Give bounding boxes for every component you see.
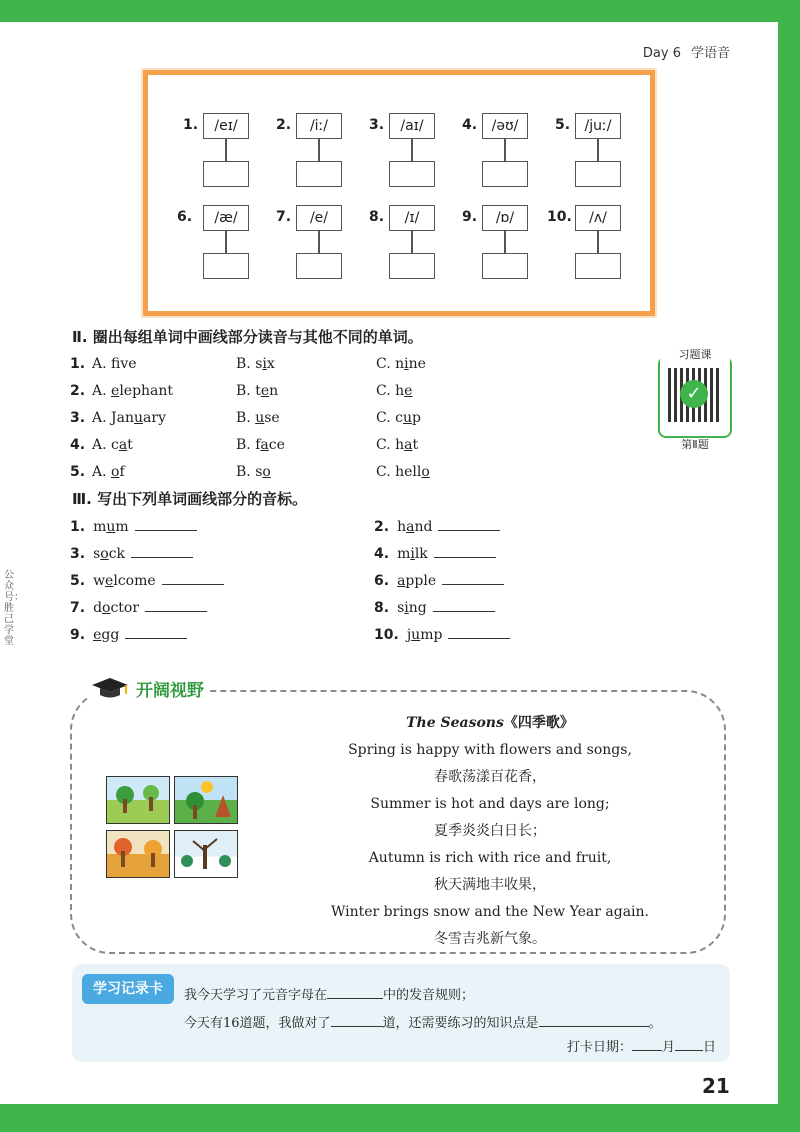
word-prefix: h bbox=[397, 519, 407, 535]
answer-blank[interactable] bbox=[442, 570, 504, 585]
phonetic-symbol-box: /ʌ/ bbox=[575, 205, 621, 231]
choice-prefix: A. c bbox=[92, 437, 119, 453]
phonetic-number: 8. bbox=[369, 209, 385, 225]
choice-c[interactable] bbox=[376, 383, 412, 399]
phonetic-symbol-box: /ɪ/ bbox=[389, 205, 435, 231]
word-prefix: w bbox=[93, 573, 106, 589]
connector-line bbox=[318, 139, 320, 161]
question-number: 9. bbox=[70, 627, 86, 643]
word-suffix: lk bbox=[414, 546, 428, 562]
underlined-letter: a bbox=[404, 437, 413, 453]
underlined-letter: u bbox=[255, 410, 265, 426]
phonetic-symbol-box: /aɪ/ bbox=[389, 113, 435, 139]
record-line2-b: 道，还需要练习的知识点是 bbox=[382, 1016, 539, 1031]
phonetic-symbol-box: /juː/ bbox=[575, 113, 621, 139]
answer-box[interactable] bbox=[389, 161, 435, 187]
question-number: 2. bbox=[374, 519, 390, 535]
phonetic-symbol-box: /iː/ bbox=[296, 113, 342, 139]
question-number: 5. bbox=[70, 464, 86, 480]
connector-line bbox=[597, 139, 599, 161]
record-date bbox=[567, 1036, 716, 1055]
underlined-letter: o bbox=[262, 464, 271, 480]
underlined-letter: e bbox=[404, 383, 413, 399]
date-month: 月 bbox=[661, 1040, 675, 1055]
section-2-title: Ⅱ. 圈出每组单词中画线部分读音与其他不同的单词。 bbox=[72, 328, 423, 346]
phonetic-number: 5. bbox=[555, 117, 571, 133]
underlined-letter: o bbox=[100, 546, 109, 562]
question-number: 3. bbox=[70, 410, 86, 426]
underlined-letter: i bbox=[404, 356, 409, 372]
answer-box[interactable] bbox=[575, 161, 621, 187]
answer-blank[interactable] bbox=[131, 543, 193, 558]
choice-b[interactable] bbox=[236, 464, 271, 480]
right-border bbox=[778, 0, 800, 1132]
choice-prefix: A. f bbox=[92, 356, 121, 372]
tree-icon bbox=[107, 777, 169, 823]
phonetic-question bbox=[70, 543, 193, 562]
phonetic-symbol-box: /əʊ/ bbox=[482, 113, 528, 139]
connector-line bbox=[504, 231, 506, 253]
connector-line bbox=[597, 231, 599, 253]
underlined-letter: u bbox=[134, 410, 144, 426]
answer-box[interactable] bbox=[203, 161, 249, 187]
section-3-title: Ⅲ. 写出下列单词画线部分的音标。 bbox=[72, 490, 308, 508]
snow-tree-icon bbox=[175, 831, 237, 877]
underlined-letter: a bbox=[406, 519, 415, 535]
record-line-2 bbox=[184, 1012, 662, 1031]
record-line2-c: 。 bbox=[648, 1016, 662, 1031]
answer-box[interactable] bbox=[203, 253, 249, 279]
phonetic-question bbox=[374, 543, 496, 562]
underlined-letter: u bbox=[402, 410, 412, 426]
phonetic-number: 2. bbox=[276, 117, 292, 133]
choice-prefix: B. s bbox=[236, 356, 263, 372]
word-prefix: m bbox=[397, 546, 411, 562]
choice-b[interactable] bbox=[236, 356, 275, 372]
poem-line: 冬雪吉兆新气象。 bbox=[434, 931, 546, 947]
choice-c[interactable] bbox=[376, 437, 418, 453]
phonetic-symbol-box: /æ/ bbox=[203, 205, 249, 231]
underlined-letter: e bbox=[93, 627, 102, 643]
word-prefix: j bbox=[406, 627, 412, 643]
summer-picture bbox=[174, 776, 238, 824]
poem-line: 夏季炎炎白日长； bbox=[434, 823, 546, 839]
question-number: 1. bbox=[70, 519, 86, 535]
phonetic-question bbox=[70, 516, 197, 535]
underlined-letter: i bbox=[262, 356, 267, 372]
question-number: 10. bbox=[374, 627, 399, 643]
record-blank-points[interactable] bbox=[539, 1013, 649, 1027]
phonetic-number: 4. bbox=[462, 117, 478, 133]
choice-a[interactable] bbox=[92, 464, 125, 480]
question-number-wrap bbox=[70, 356, 93, 372]
word-suffix: nd bbox=[414, 519, 433, 535]
underlined-letter: u bbox=[106, 519, 116, 535]
date-label: 打卡日期： bbox=[566, 1040, 632, 1055]
connector-line bbox=[504, 139, 506, 161]
choice-prefix: B. bbox=[236, 410, 256, 426]
underlined-letter: i bbox=[404, 600, 409, 616]
phonetic-question bbox=[70, 570, 224, 589]
autumn-picture bbox=[106, 830, 170, 878]
choice-suffix: t bbox=[127, 437, 133, 453]
question-number: 4. bbox=[70, 437, 86, 453]
question-number-wrap bbox=[70, 410, 93, 426]
choice-prefix: A. bbox=[92, 383, 112, 399]
phonetic-question bbox=[70, 597, 207, 616]
choice-suffix: t bbox=[412, 437, 419, 453]
choice-suffix: ce bbox=[268, 437, 285, 453]
record-line2-a: 今天有16道题，我做对了 bbox=[184, 1016, 331, 1031]
phonetic-question bbox=[70, 624, 187, 643]
answer-box[interactable] bbox=[389, 253, 435, 279]
choice-prefix: C. n bbox=[376, 356, 405, 372]
study-record-card bbox=[72, 964, 730, 1062]
word-suffix: ck bbox=[108, 546, 126, 562]
graduation-cap-icon bbox=[90, 676, 130, 700]
poem-title bbox=[300, 710, 680, 737]
phonetic-box bbox=[143, 70, 655, 316]
answer-box[interactable] bbox=[482, 253, 528, 279]
word-prefix: d bbox=[93, 600, 103, 616]
answer-blank[interactable] bbox=[135, 516, 197, 531]
phonetic-number: 9. bbox=[462, 209, 478, 225]
poem-line: Autumn is rich with rice and fruit, bbox=[368, 850, 612, 866]
header-day: Day 6 bbox=[642, 46, 681, 61]
underlined-letter: u bbox=[411, 627, 421, 643]
word-suffix: ctor bbox=[110, 600, 140, 616]
choice-b[interactable] bbox=[236, 410, 280, 426]
answer-blank[interactable] bbox=[162, 570, 224, 585]
choice-b[interactable] bbox=[236, 437, 285, 453]
choice-prefix: A. bbox=[92, 464, 112, 480]
question-number-wrap bbox=[70, 464, 93, 480]
choice-prefix: B. f bbox=[236, 437, 261, 453]
vision-label-wrap bbox=[90, 676, 210, 701]
answer-blank[interactable] bbox=[434, 543, 496, 558]
underlined-letter: e bbox=[111, 383, 120, 399]
question-number: 6. bbox=[374, 573, 390, 589]
answer-blank[interactable] bbox=[448, 624, 510, 639]
choice-prefix: C. h bbox=[376, 383, 405, 399]
underlined-letter: a bbox=[397, 573, 406, 589]
question-number: 1. bbox=[70, 356, 86, 372]
record-line1-b: 中的发音规则； bbox=[383, 988, 475, 1003]
choice-suffix: f bbox=[119, 464, 125, 480]
choice-c[interactable] bbox=[376, 464, 430, 480]
underlined-letter: e bbox=[105, 573, 114, 589]
choice-a[interactable] bbox=[92, 410, 166, 426]
autumn-tree-icon bbox=[107, 831, 169, 877]
spring-picture bbox=[106, 776, 170, 824]
choice-prefix: B. s bbox=[236, 464, 263, 480]
connector-line bbox=[411, 139, 413, 161]
underlined-letter: i bbox=[410, 546, 415, 562]
page-number: 21 bbox=[702, 1074, 730, 1098]
answer-box[interactable] bbox=[296, 161, 342, 187]
choice-prefix: B. t bbox=[236, 383, 261, 399]
answer-blank[interactable] bbox=[433, 597, 495, 612]
vision-label: 开阔视野 bbox=[136, 681, 204, 701]
qr-bottom-label: 第Ⅱ题 bbox=[681, 438, 709, 451]
choice-a[interactable] bbox=[92, 356, 137, 372]
word-suffix: ng bbox=[408, 600, 427, 616]
side-watermark-text: 公众号：胜己学堂 bbox=[4, 570, 24, 647]
choice-c[interactable] bbox=[376, 410, 421, 426]
question-number-wrap bbox=[70, 383, 93, 399]
winter-picture bbox=[174, 830, 238, 878]
qr-top-label: 习题课 bbox=[660, 346, 730, 362]
choice-prefix: C. h bbox=[376, 437, 405, 453]
answer-box[interactable] bbox=[296, 253, 342, 279]
underlined-letter: o bbox=[111, 464, 120, 480]
choice-suffix: se bbox=[264, 410, 280, 426]
record-tag: 学习记录卡 bbox=[82, 974, 174, 1004]
question-number: 2. bbox=[70, 383, 86, 399]
choice-a[interactable] bbox=[92, 437, 133, 453]
answer-box[interactable] bbox=[575, 253, 621, 279]
date-month-blank[interactable] bbox=[632, 1037, 662, 1051]
phonetic-symbol-box: /ɒ/ bbox=[482, 205, 528, 231]
phonetic-question bbox=[374, 516, 500, 535]
choice-prefix: C. hell bbox=[376, 464, 422, 480]
choice-suffix: x bbox=[266, 356, 275, 372]
phonetic-number: 6. bbox=[177, 209, 193, 225]
word-suffix: gg bbox=[101, 627, 120, 643]
question-number: 4. bbox=[374, 546, 390, 562]
word-prefix: s bbox=[93, 546, 101, 562]
underlined-letter: o bbox=[102, 600, 111, 616]
choice-suffix: lephant bbox=[119, 383, 174, 399]
question-number: 8. bbox=[374, 600, 390, 616]
word-suffix: pple bbox=[405, 573, 437, 589]
connector-line bbox=[318, 231, 320, 253]
poem-title-zh: 《四季歌》 bbox=[503, 715, 574, 731]
answer-blank[interactable] bbox=[125, 624, 187, 639]
word-suffix: mp bbox=[420, 627, 443, 643]
poem-line: 春歌荡漾百花香， bbox=[434, 769, 546, 785]
word-prefix: s bbox=[397, 600, 405, 616]
sun-tree-icon bbox=[175, 777, 237, 823]
choice-suffix: ary bbox=[143, 410, 166, 426]
date-day: 日 bbox=[702, 1040, 716, 1055]
choice-c[interactable] bbox=[376, 356, 426, 372]
question-number: 3. bbox=[70, 546, 86, 562]
choice-suffix: ne bbox=[408, 356, 426, 372]
record-line-1 bbox=[184, 984, 474, 1003]
record-blank-position[interactable] bbox=[327, 985, 383, 999]
phonetic-number: 1. bbox=[183, 117, 199, 133]
question-number-wrap bbox=[70, 437, 93, 453]
header-topic: 学语音 bbox=[690, 46, 730, 61]
top-border bbox=[0, 0, 800, 22]
choice-prefix: A. Jan bbox=[92, 410, 134, 426]
phonetic-number: 3. bbox=[369, 117, 385, 133]
poem-line: Spring is happy with flowers and songs, bbox=[348, 742, 632, 758]
phonetic-symbol-box: /eɪ/ bbox=[203, 113, 249, 139]
word-prefix: m bbox=[93, 519, 107, 535]
choice-suffix: n bbox=[269, 383, 279, 399]
phonetic-question bbox=[374, 597, 495, 616]
season-pictures bbox=[106, 776, 238, 876]
choice-a[interactable] bbox=[92, 383, 173, 399]
connector-line bbox=[225, 139, 227, 161]
poem-line: Summer is hot and days are long; bbox=[370, 796, 610, 812]
choice-b[interactable] bbox=[236, 383, 278, 399]
question-number: 7. bbox=[70, 600, 86, 616]
underlined-letter: e bbox=[260, 383, 270, 399]
date-day-blank[interactable] bbox=[675, 1037, 703, 1051]
page-header bbox=[633, 42, 730, 61]
connector-line bbox=[225, 231, 227, 253]
choice-prefix: C. c bbox=[376, 410, 403, 426]
answer-blank[interactable] bbox=[438, 516, 500, 531]
bottom-border bbox=[0, 1104, 800, 1132]
underlined-letter: o bbox=[421, 464, 430, 480]
underlined-letter: a bbox=[260, 437, 269, 453]
poem-line: 秋天满地丰收果， bbox=[434, 877, 546, 893]
check-icon: ✓ bbox=[680, 380, 708, 408]
phonetic-question bbox=[374, 570, 504, 589]
question-number: 5. bbox=[70, 573, 86, 589]
answer-blank[interactable] bbox=[145, 597, 207, 612]
word-suffix: m bbox=[115, 519, 129, 535]
underlined-letter: a bbox=[118, 437, 128, 453]
phonetic-number: 10. bbox=[547, 209, 572, 225]
choice-suffix: ve bbox=[120, 356, 137, 372]
answer-box[interactable] bbox=[482, 161, 528, 187]
phonetic-question bbox=[374, 624, 510, 643]
connector-line bbox=[411, 231, 413, 253]
phonetic-symbol-box: /e/ bbox=[296, 205, 342, 231]
qr-code[interactable] bbox=[658, 348, 732, 438]
record-blank-correct[interactable] bbox=[331, 1013, 383, 1027]
poem bbox=[300, 710, 680, 953]
poem-title-en: The Seasons bbox=[406, 715, 504, 731]
choice-suffix: p bbox=[412, 410, 421, 426]
phonetic-number: 7. bbox=[276, 209, 292, 225]
poem-line: Winter brings snow and the New Year again. bbox=[330, 904, 650, 920]
record-line1-a: 我今天学习了元音字母在 bbox=[184, 988, 328, 1003]
word-suffix: lcome bbox=[113, 573, 156, 589]
